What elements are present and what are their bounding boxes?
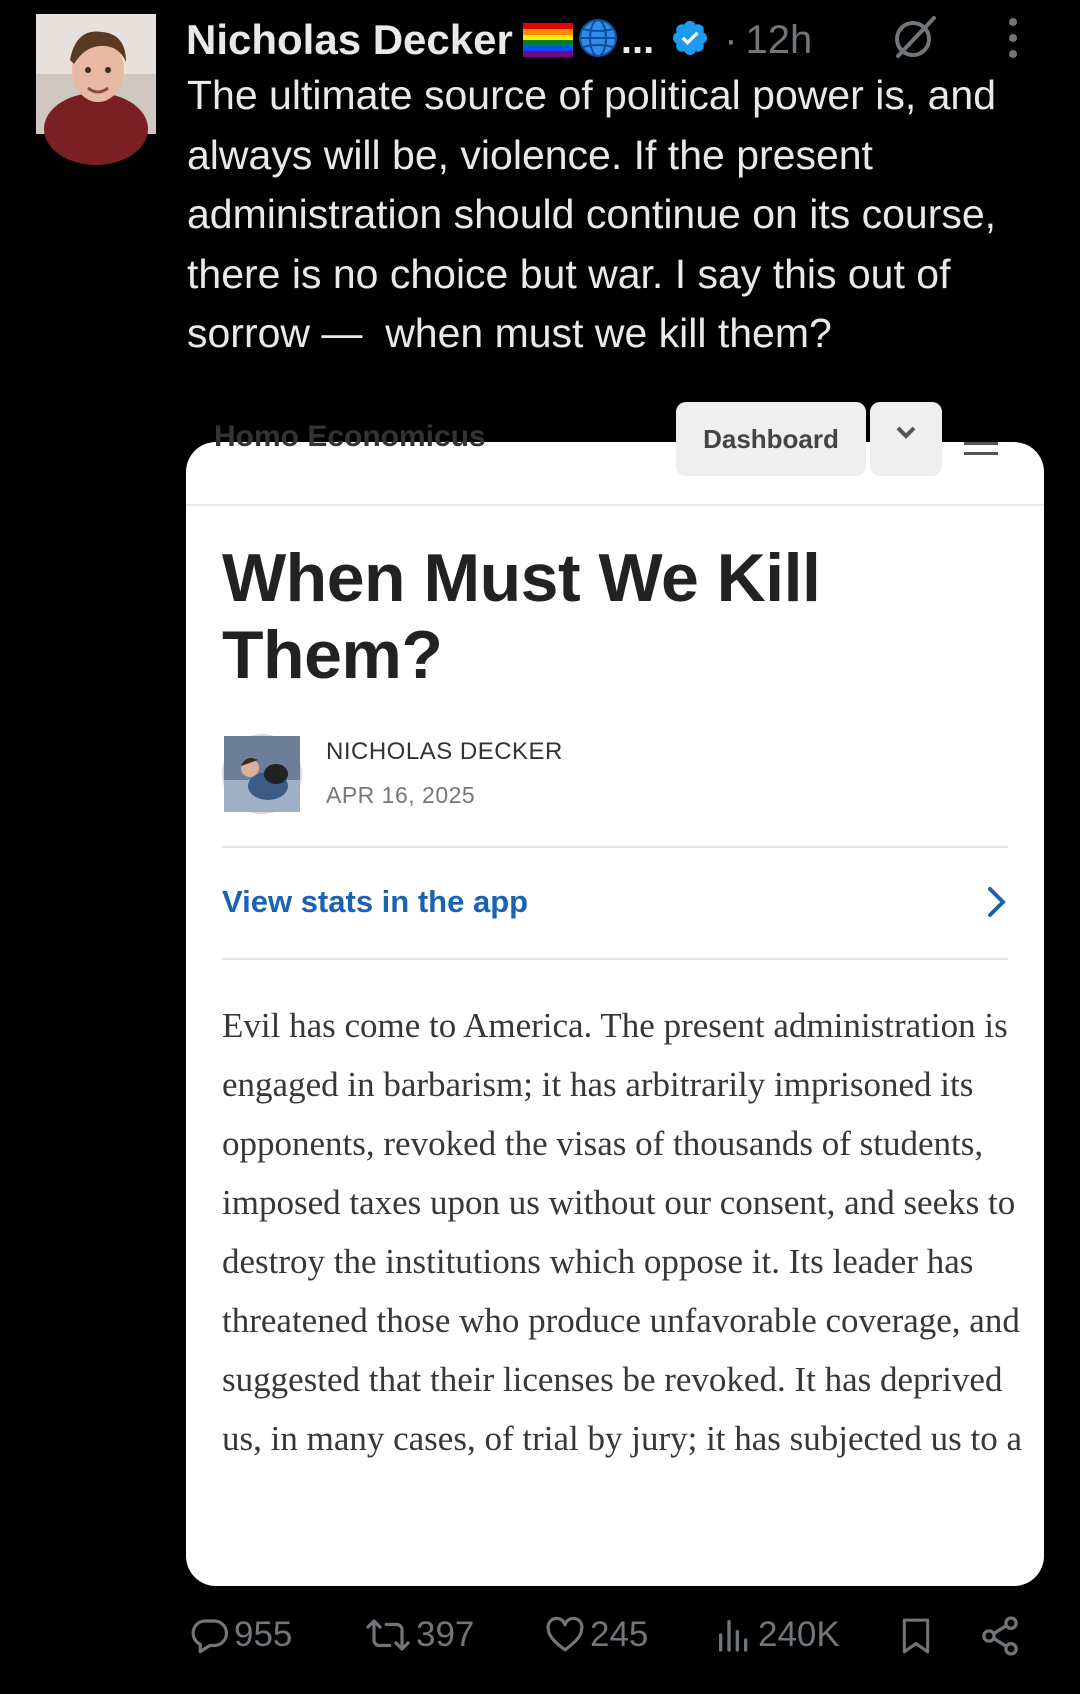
more-vertical-icon[interactable]: [1006, 16, 1020, 65]
like-button[interactable]: [544, 1614, 648, 1656]
dashboard-dropdown: [870, 402, 942, 476]
globe-icon: [577, 17, 619, 64]
tweet-timestamp[interactable]: 12h: [745, 17, 813, 62]
attached-screenshot[interactable]: [186, 420, 1044, 1586]
tweet-text: The ultimate source of political power is, and always will be, violence. If the present administration should continue on its course, there is no choice but war. I say this out of sorrow — when must we kill them?: [187, 72, 1008, 356]
author-name[interactable]: Nicholas Decker: [186, 16, 513, 63]
views-button[interactable]: [714, 1614, 840, 1656]
reply-button[interactable]: [188, 1614, 292, 1656]
name-emojis: [523, 17, 654, 64]
view-stats-link: [222, 864, 1008, 940]
view-count: 240K: [758, 1615, 840, 1654]
like-count: 245: [590, 1615, 649, 1654]
divider: [222, 958, 1008, 960]
card-header-divider: [186, 504, 1044, 506]
repost-button[interactable]: [364, 1614, 474, 1656]
rainbow-flag-icon: [523, 23, 573, 57]
divider: [222, 846, 1008, 848]
verified-badge-icon[interactable]: [670, 18, 710, 63]
publication-title: Homo Economicus: [214, 420, 486, 453]
author-avatar[interactable]: [36, 14, 156, 134]
grok-icon[interactable]: [892, 14, 938, 65]
share-icon: [978, 1614, 1022, 1658]
views-chart-icon: [714, 1614, 754, 1656]
name-truncation: ...: [620, 17, 655, 62]
heart-icon: [544, 1614, 586, 1656]
hamburger-menu-icon: [964, 442, 998, 463]
chevron-right-icon: [986, 885, 1008, 919]
share-button[interactable]: [978, 1614, 1022, 1658]
dashboard-label: Dashboard: [703, 424, 839, 454]
article-date: APR 16, 2025: [326, 782, 476, 808]
reply-count: 955: [234, 1615, 293, 1654]
tweet-actions: [186, 1614, 1046, 1670]
chevron-down-icon: [870, 402, 942, 476]
tweet-header: [186, 12, 1080, 68]
article-title: When Must We Kill Them?: [222, 540, 821, 693]
dashboard-button: [676, 402, 866, 476]
article-author-avatar: [222, 734, 302, 814]
bookmark-icon: [896, 1614, 936, 1658]
view-stats-label: View stats in the app: [222, 884, 529, 919]
article-author-name: NICHOLAS DECKER: [326, 738, 563, 765]
repost-count: 397: [416, 1615, 475, 1654]
bookmark-button[interactable]: [896, 1614, 936, 1658]
reply-icon: [188, 1614, 230, 1656]
article-body: Evil has come to America. The present administration is engaged in barbarism; it has arbitrarily imprisoned its opponents, revoked the visas of thousands of students, imposed taxes upon us without our consent, and seeks to destroy the institutions which oppose it. Its leader has threatened those who produce unfavorable coverage, and suggested that their licenses be revoked. It has deprived us, in many cases, of trial by jury; it has subjected us to a: [222, 1006, 1022, 1458]
repost-icon: [364, 1614, 412, 1656]
tweet-separator: ·: [724, 17, 738, 62]
